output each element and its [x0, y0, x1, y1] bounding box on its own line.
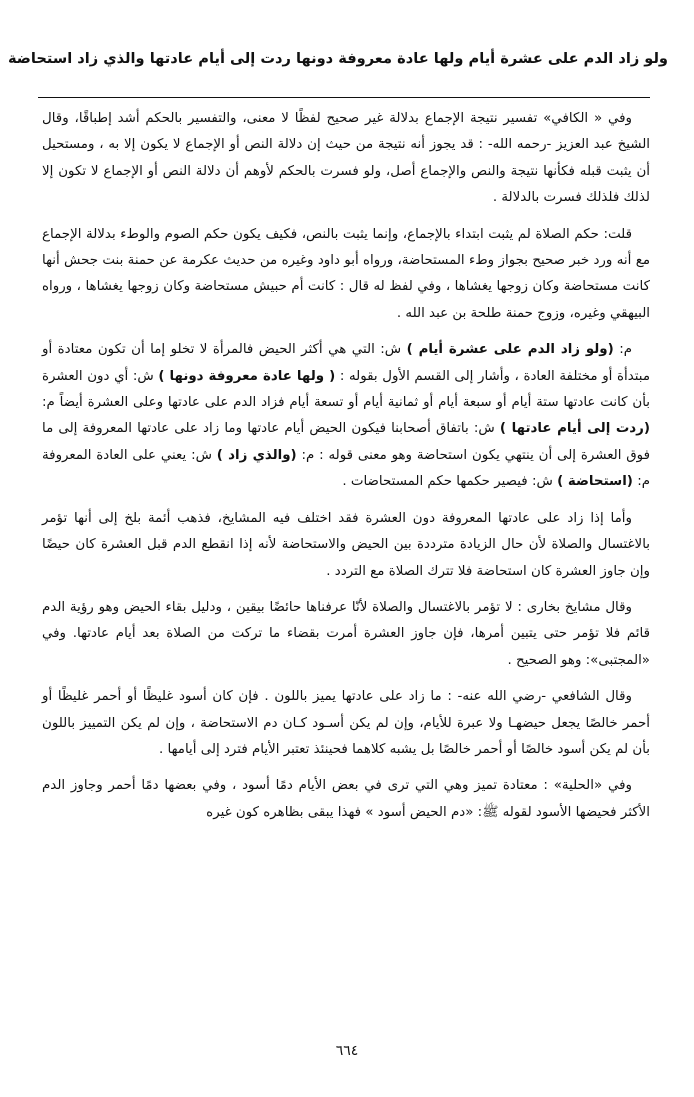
text-run: م:	[613, 342, 632, 358]
paragraph-hilya	[42, 773, 650, 826]
matn-quote: (استحاضة )	[557, 474, 633, 490]
text-run: ش: باتفاق أصحابنا فيكون الحيض أيام عادتها وما زاد على عادتها المعروفة إلى ما فوق العشرة إلى أن ينتهي يكون استحاضة وهو معنى قوله : م:	[42, 421, 651, 463]
paragraph-balkh	[42, 506, 650, 585]
text-run: وقال مشايخ بخارى : لا تؤمر بالاغتسال والصلاة لأنّا عرفناها حائضًا بيقين ، ودليل بقاء الحيض وهو رؤية الدم قائم فلا تؤمر حتى يتبين أمرها، فإن جاوز العشرة أمرت بقضاء ما تركت من الصلاة بعد أيام عادتها. وفي «المجتبى»: وهو الصحيح .	[42, 599, 650, 668]
text-run: وفي «الحلية» : معتادة تميز وهي التي ترى في بعض الأيام دمًا أسود ، وفي بعضها دمًا أحمر وجاوز الدم الأكثر فحيضها الأسود لقوله ﷺ: «دم الحيض أسود » فهذا يبقى بظاهره كون غيره	[42, 778, 650, 820]
text-run: وأما إذا زاد على عادتها المعروفة دون العشرة فقد اختلف فيه المشايخ، فذهب أئمة بلخ إلى أنها تؤمر بالاغتسال والصلاة لأن حال الزيادة مترددة بين الحيض والاستحاضة لأنه إذا انقطع الدم قبل العشرة كان حيضًا وإن جاوز العشرة كان استحاضة فلا تترك الصلاة مع التردد .	[42, 510, 650, 579]
text-run: ش: أي دون العشرة بأن كانت عادتها ستة أيام أو سبعة أيام أو ثمانية أيام أو تسعة أيام فزاد الدم على عادتها وعلى العشرة أيضاً م:	[42, 368, 650, 411]
matn-quote: (ولو زاد الدم على عشرة أيام )	[406, 342, 614, 358]
text-run: وقال الشافعي -رضي الله عنه- : ما زاد على عادتها يميز باللون . فإن كان أسود غليظًا أو أحمر غليظًا أو أحمر خالصًا يجعل حيضهـا ولا عبرة للأيام، وإن لم يكن أسـود كـان دم الاستحاضة ، وإن لم يكن التمييز باللون بأن لم يكن أسود خالصًا أو أحمر خالصًا بل يشبه كلاهما فحينئذ تعتبر الأيام فترد إلى أيامها .	[42, 689, 650, 757]
text-run: وفي « الكافي» تفسير نتيجة الإجماع بدلالة غير صحيح لفظًا لا معنى، والتفسير بالحكم أشد إطباقًا، وقال الشيخ عبد العزيز -رحمه الله- : قد يجوز أنه نتيجة من حيث إن دلالة النص أو الإجماع لا يكون إلا به ، ومستحيل أن يثبت قبله فكأنها نتيجة والنص والإجماع أصل، ولو فسرت بالحكم لأوهم أن دلالة النص أو الإجماع لا تكون إلا لذلك فلذلك فسرت بالدلالة .	[42, 111, 650, 206]
paragraph-shafii	[42, 684, 650, 763]
paragraph-matn-commentary	[42, 337, 650, 495]
page-number: ٦٦٤	[335, 1043, 359, 1059]
paragraph-bukhara	[42, 595, 650, 674]
body-text	[42, 106, 650, 826]
header-rule	[38, 97, 650, 98]
matn-quote: ( ولها عادة معروفة دونها )	[158, 368, 336, 384]
paragraph-qultu	[42, 222, 650, 328]
text-run: ش: فيصير حكمها حكم المستحاضات .	[342, 474, 558, 490]
matn-quote: (والذي زاد )	[216, 447, 297, 463]
paragraph-kafi	[42, 106, 650, 212]
text-run: ش: التي هي أكثر الحيض فالمرأة لا تخلو إما أن تكون معتادة أو مبتدأة أو مختلفة العادة ، وأشار إلى القسم الأول بقوله :	[42, 342, 651, 384]
text-run: قلت: حكم الصلاة لم يثبت ابتداء بالإجماع، وإنما يثبت بالنص، فكيف يكون حكم الصوم والوطء بدلالة الإجماع مع أنه ورد خبر صحيح بجواز وطء المستحاضة، ورواه أبو داود وغيره من حديث عكرمة عن حمنة بنت جحش أنها كانت مستحاضة وكان زوجها يغشاها ، وفي لفظ له قال : كانت أم حبيش مستحاضة وكان زوجها يغشاها ، ورواه البيهقي وغيره، وزوج حمنة طلحة بن عبد الله .	[42, 226, 650, 321]
running-title: ولو زاد الدم على عشرة أيام ولها عادة معروفة دونها ردت إلى أيام عادتها والذي زاد استحاضة	[7, 50, 668, 67]
matn-quote: (ردت إلى أيام عادتها )	[499, 421, 650, 437]
text-run: ش: يعني على العادة المعروفة م:	[42, 447, 650, 490]
